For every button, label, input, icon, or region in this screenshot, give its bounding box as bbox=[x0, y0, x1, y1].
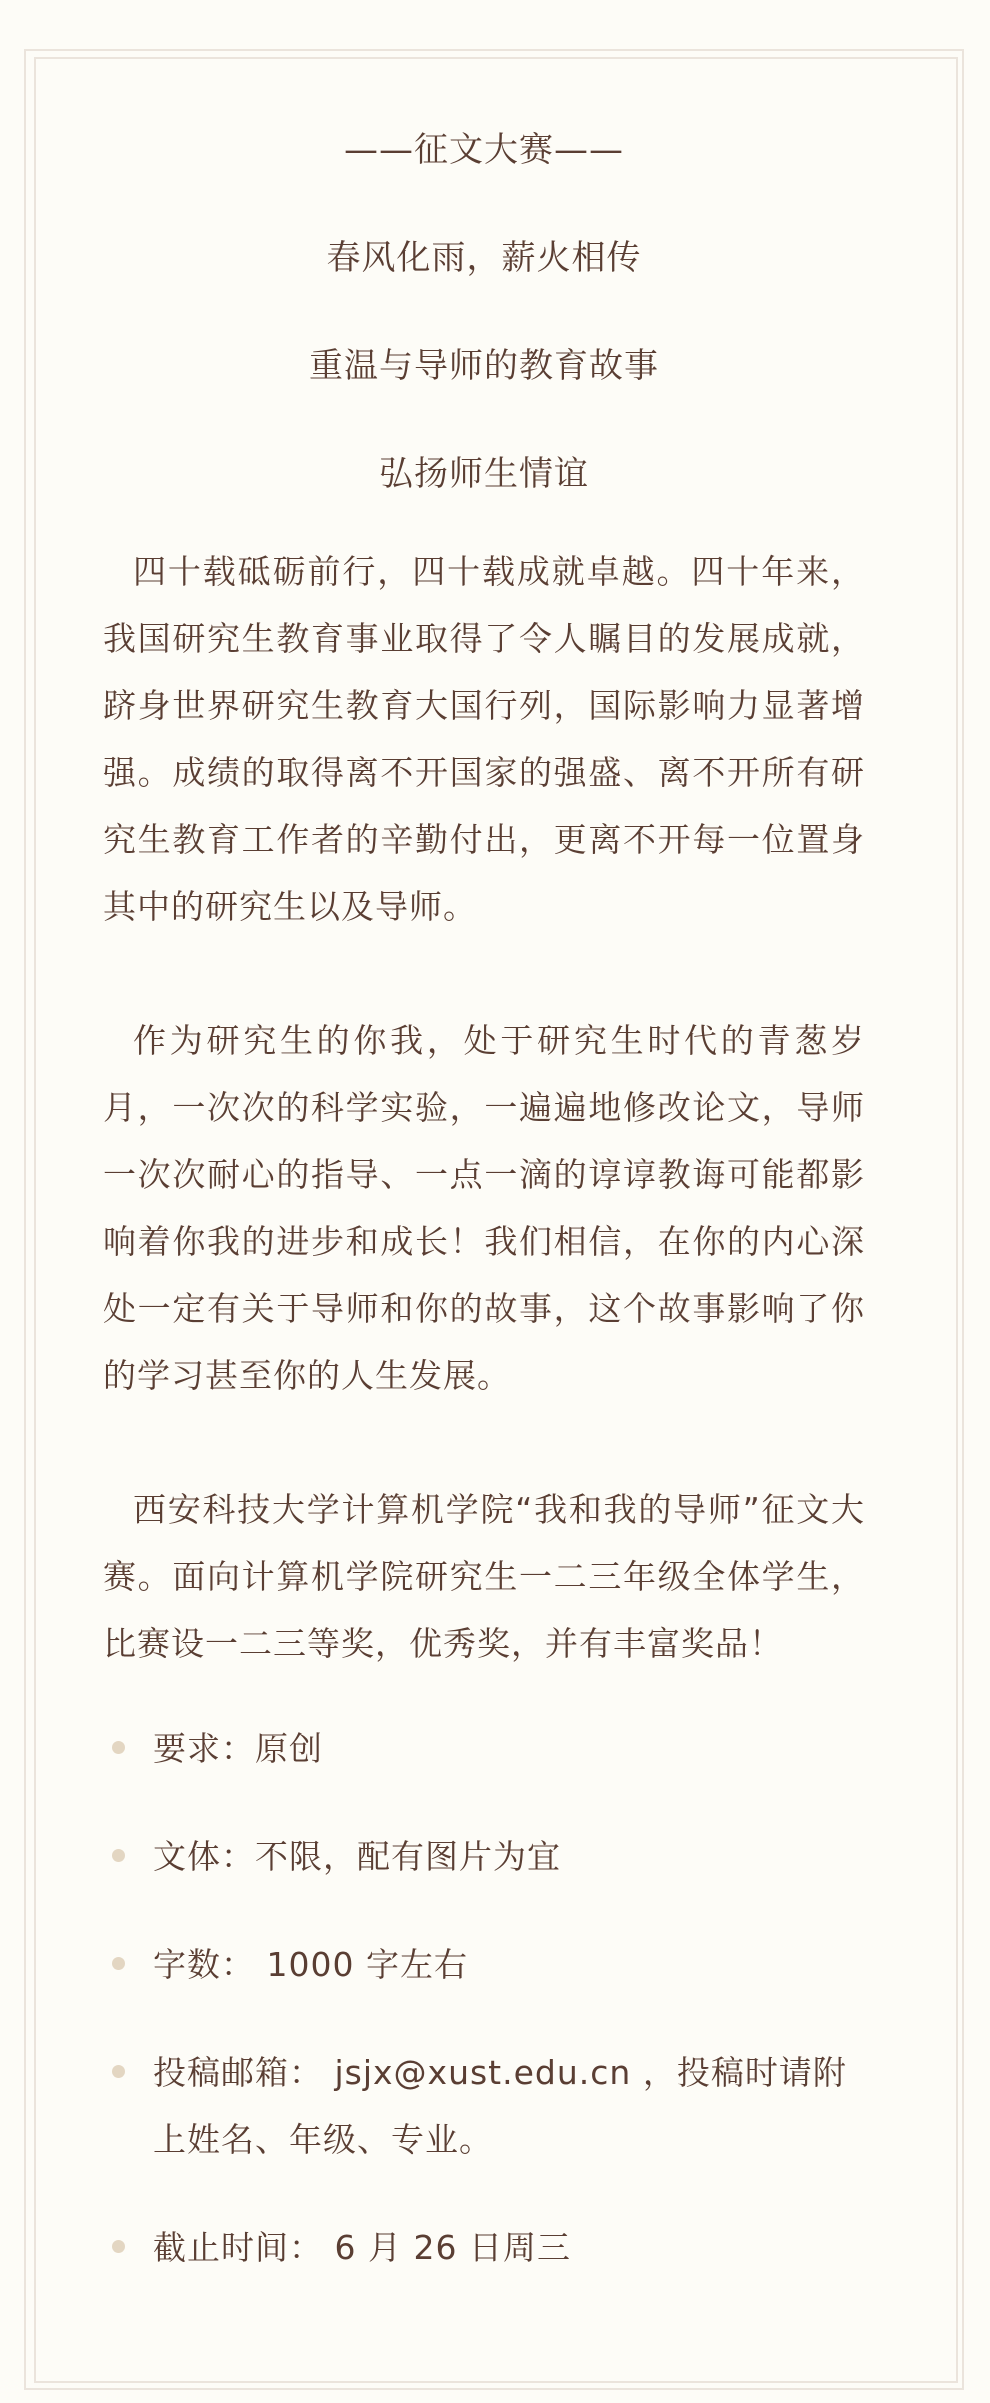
event-title: ——征文大赛—— bbox=[344, 130, 624, 170]
bullet-dot-icon bbox=[112, 2065, 125, 2078]
slogan-line-2: 重温与导师的教育故事 bbox=[309, 346, 659, 386]
bullet-dot-icon bbox=[112, 2240, 125, 2253]
requirement-text: 截止时间： 6 月 26 日周三 bbox=[153, 2228, 571, 2267]
requirement-style bbox=[103, 1823, 865, 1890]
requirements-list bbox=[103, 1715, 865, 2281]
requirement-email bbox=[103, 2039, 865, 2173]
requirement-text: 要求：原创 bbox=[153, 1729, 323, 1768]
slogan-line-1: 春风化雨，薪火相传 bbox=[326, 238, 642, 278]
requirement-text: 字数： 1000 字左右 bbox=[153, 1945, 468, 1984]
bullet-dot-icon bbox=[112, 1741, 125, 1754]
story-paragraph: 作为研究生的你我，处于研究生时代的青葱岁月，一次次的科学实验，一遍遍地修改论文，导师一次次耐心的指导、一点一滴的谆谆教诲可能都影响着你我的进步和成长！我们相信，在你的内心深处一定有关于导师和你的故事，这个故事影响了你的学习甚至你的人生发展。 bbox=[103, 1021, 865, 1395]
slogan-line-3: 弘扬师生情谊 bbox=[379, 454, 589, 494]
requirement-word-count bbox=[103, 1931, 865, 1998]
requirement-deadline bbox=[103, 2214, 865, 2281]
intro-paragraph: 四十载砥砺前行，四十载成就卓越。四十年来，我国研究生教育事业取得了令人瞩目的发展成就，跻身世界研究生教育大国行列，国际影响力显著增强。成绩的取得离不开国家的强盛、离不开所有研究生教育工作者的辛勤付出，更离不开每一位置身其中的研究生以及导师。 bbox=[103, 552, 865, 926]
requirement-text: 投稿邮箱： jsjx@xust.edu.cn ，投稿时请附上姓名、年级、专业。 bbox=[153, 2053, 847, 2159]
bullet-dot-icon bbox=[112, 1957, 125, 1970]
contest-paragraph: 西安科技大学计算机学院“我和我的导师”征文大赛。面向计算机学院研究生一二三年级全体学生，比赛设一二三等奖，优秀奖，并有丰富奖品！ bbox=[103, 1490, 865, 1663]
bullet-dot-icon bbox=[112, 1849, 125, 1862]
article-content bbox=[103, 110, 865, 2322]
requirement-text: 文体：不限，配有图片为宜 bbox=[153, 1837, 561, 1876]
requirement-original bbox=[103, 1715, 865, 1782]
